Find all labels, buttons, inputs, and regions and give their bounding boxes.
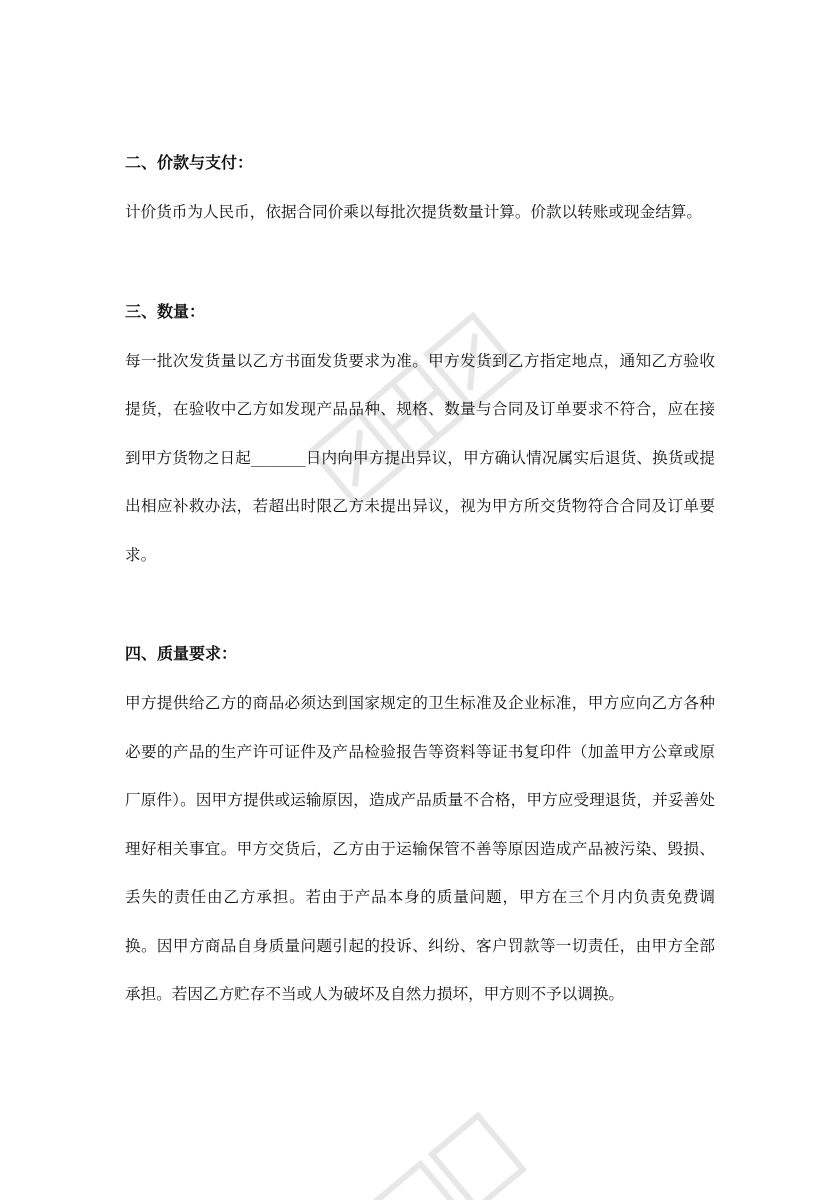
section-payment — [125, 138, 715, 237]
section-quantity — [125, 287, 715, 580]
section-heading: 二、价款与支付： — [125, 153, 254, 172]
section-paragraph: 甲方提供给乙方的商品必须达到国家规定的卫生标准及企业标准，甲方应向乙方各种必要的产品的生产许可证件及产品检验报告等资料等证书复印件（加盖甲方公章或原厂原件）。因甲方提供或运输原因，造成产品质量不合格，甲方应受理退货，并妥善处理好相关事宜。甲方交货后，乙方由于运输保管不善等原因造成产品被污染、毁损、丢失的责任由乙方承担。若由于产品本身的质量问题，甲方在三个月内负责免费调换。因甲方商品自身质量问题引起的投诉、纠纷、客户罚款等一切责任，由甲方全部承担。若因乙方贮存不当或人为破坏及自然力损坏，甲方则不予以调换。 — [125, 694, 715, 1003]
section-paragraph: 计价货币为人民币，依据合同价乘以每批次提货数量计算。价款以转账或现金结算。 — [125, 203, 702, 221]
section-heading: 四、质量要求： — [125, 644, 238, 663]
section-quality — [125, 629, 715, 1019]
section-heading: 三、数量： — [125, 301, 206, 321]
section-paragraph: 每一批次发货量以乙方书面发货要求为准。甲方发货到乙方指定地点，通知乙方验收提货，在验收中乙方如发现产品品种、规格、数量与合同及订单要求不符合，应在接到甲方货物之日起_______日内向甲方提出异议，甲方确认情况属实后退货、换货或提出相应补救办法，若超出时限乙方未提出异议，视为甲方所交货物符合合同及订单要求。 — [125, 351, 715, 564]
document-body — [125, 138, 715, 1019]
watermark-stamp-icon — [295, 1080, 545, 1200]
